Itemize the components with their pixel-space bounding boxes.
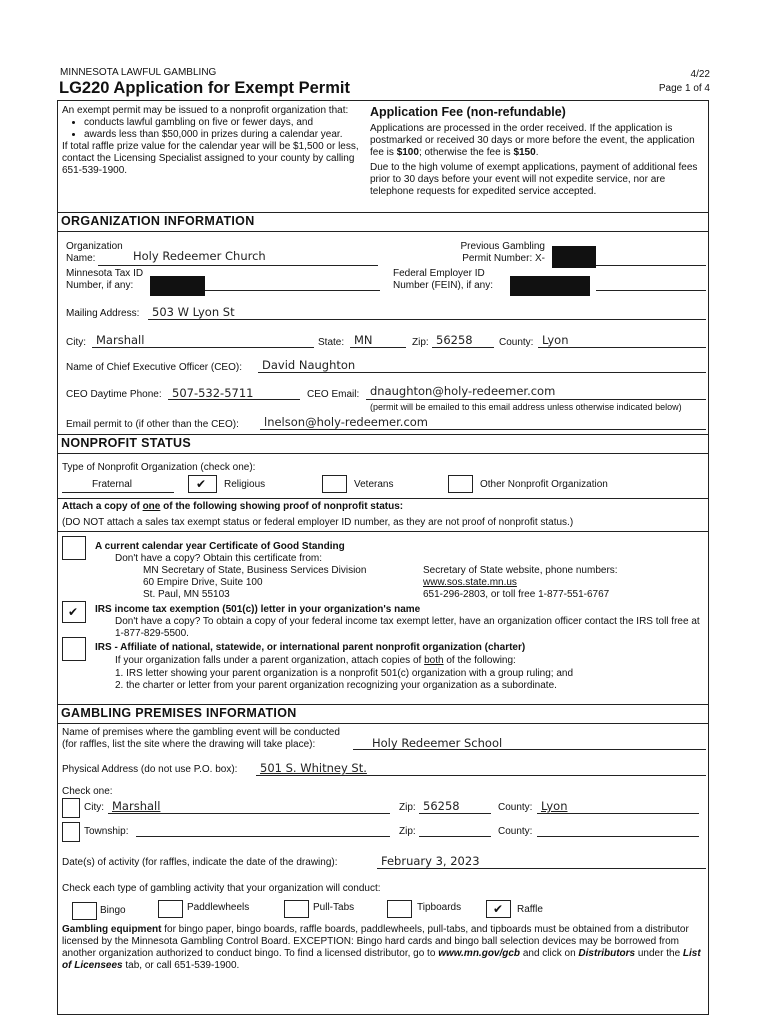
premises-city-line — [108, 813, 390, 814]
org-name-value[interactable]: Holy Redeemer Church — [133, 249, 266, 263]
parent-title: IRS - Affiliate of national, statewide, or international parent nonprofit organization (charter) — [95, 642, 526, 653]
ceo-phone-line — [168, 399, 300, 400]
check-one-label: Check one: — [62, 786, 113, 797]
section-premises — [58, 704, 708, 724]
alt-email-value[interactable]: lnelson@holy-redeemer.com — [264, 415, 429, 429]
intro-bullet: • awards less than $50,000 in prizes during a calendar year. — [84, 129, 362, 141]
irs-text: Don't have a copy? To obtain a copy of your federal income tax exempt letter, have an organization officer contact the IRS toll free at 1-877-829-5500. — [115, 616, 700, 639]
cert-title: A current calendar year Certificate of Good Standing — [95, 541, 345, 552]
mail-line — [148, 319, 706, 320]
option-fraternal-label: Fraternal — [92, 479, 133, 490]
attach-note: (DO NOT attach a sales tax exempt status or federal employer ID number, as they are not proof of nonprofit status.) — [62, 517, 574, 528]
premises-county-value[interactable]: Lyon — [541, 799, 568, 813]
premises-zip-label: Zip: — [399, 802, 416, 813]
intro-block — [62, 105, 362, 177]
zip-label: Zip: — [412, 337, 429, 348]
intro-bullet: • conducts lawful gambling on five or fewer days, and — [84, 117, 362, 129]
checkmark-icon: ✔ — [493, 902, 504, 916]
parent-intro: If your organization falls under a parent organization, attach copies of both of the following: — [115, 655, 516, 666]
org-name-label: Organization Name: — [66, 241, 123, 264]
fee-heading: Application Fee (non-refundable) — [370, 105, 566, 119]
divider — [58, 498, 708, 499]
veterans-checkbox[interactable] — [322, 475, 347, 493]
equipment-notice: Gambling equipment for bingo paper, bingo boards, raffle boards, paddlewheels, pull-tabs, and tipboards must be obtained from a distributor licensed by the Minnesota Gambling Control Board. EXCEPTION: Bingo hard cards and bingo ball selection devices may be borrowed from another organization authorized to conduct bingo. To find a licensed distributor, go to www.mn.gov/gcb and click on Distributors under the List of Licensees tab, or call 651-539-1900. — [62, 924, 701, 971]
paddlewheels-label: Paddlewheels — [187, 902, 250, 913]
township-label: Township: — [84, 826, 129, 837]
city-line — [92, 347, 314, 348]
premises-city-label: City: — [84, 802, 104, 813]
fein-label: Federal Employer ID Number (FEIN), if any: — [393, 268, 494, 291]
org-name-line — [98, 265, 378, 266]
parent-item-1: 1. IRS letter showing your parent organization is a nonprofit 501(c) organization with a group ruling; and — [115, 668, 574, 679]
parent-checkbox[interactable] — [62, 637, 86, 661]
option-veterans-label: Veterans — [354, 479, 394, 490]
other-nonprofit-checkbox[interactable] — [448, 475, 473, 493]
ceo-phone-value[interactable]: 507-532-5711 — [172, 386, 254, 400]
township-checkbox[interactable] — [62, 822, 80, 842]
alt-email-label: Email permit to (if other than the CEO): — [66, 419, 239, 430]
zip-line — [432, 347, 494, 348]
premises-name-value[interactable]: Holy Redeemer School — [372, 736, 503, 750]
activity-date-value[interactable]: February 3, 2023 — [381, 854, 480, 868]
activity-date-line — [377, 868, 706, 869]
state-label: State: — [318, 337, 345, 348]
city-checkbox[interactable] — [62, 798, 80, 818]
county-line — [538, 347, 706, 348]
ceo-email-value[interactable]: dnaughton@holy-redeemer.com — [370, 384, 556, 398]
state-line — [350, 347, 406, 348]
email-note: (permit will be emailed to this email address unless otherwise indicated below) — [370, 402, 682, 412]
mn-tax-label: Minnesota Tax ID Number, if any: — [66, 268, 144, 291]
ceo-label: Name of Chief Executive Officer (CEO): — [66, 362, 242, 373]
mn-tax-line — [205, 290, 380, 291]
alt-email-line — [260, 429, 706, 430]
tipboards-label: Tipboards — [417, 902, 462, 913]
premises-county-label: County: — [498, 802, 533, 813]
physical-address-label: Physical Address (do not use P.O. box): — [62, 764, 238, 775]
county-value[interactable]: Lyon — [542, 333, 569, 347]
section-title: GAMBLING PREMISES INFORMATION — [61, 706, 297, 720]
prev-permit-label: Previous Gambling Permit Number: X- — [460, 241, 545, 264]
pull-tabs-label: Pull-Tabs — [313, 902, 355, 913]
township-zip-line — [419, 836, 491, 837]
mail-label: Mailing Address: — [66, 308, 140, 319]
certificate-checkbox[interactable] — [62, 536, 86, 560]
cert-address: MN Secretary of State, Business Services Division 60 Empire Drive, Suite 100 St. Paul, MN 55103 — [143, 565, 367, 600]
form-date: 4/22 — [690, 69, 710, 80]
ceo-email-line — [366, 399, 706, 400]
county-label: County: — [499, 337, 534, 348]
nonprofit-type-label: Type of Nonprofit Organization (check one): — [62, 462, 256, 473]
township-line — [136, 836, 390, 837]
intro-lead: An exempt permit may be issued to a nonprofit organization that: — [62, 105, 349, 116]
township-zip-label: Zip: — [399, 826, 416, 837]
mail-value[interactable]: 503 W Lyon St — [152, 305, 235, 319]
premises-zip-line — [419, 813, 491, 814]
intro-bullets — [62, 117, 362, 141]
section-title: ORGANIZATION INFORMATION — [61, 214, 255, 228]
option-religious-label: Religious — [224, 479, 266, 490]
ceo-email-label: CEO Email: — [307, 389, 360, 400]
sos-link[interactable]: www.sos.state.mn.us — [423, 577, 517, 588]
city-value[interactable]: Marshall — [96, 333, 145, 347]
tipboards-checkbox[interactable] — [387, 900, 412, 918]
premises-county-line — [537, 813, 699, 814]
pull-tabs-checkbox[interactable] — [284, 900, 309, 918]
physical-address-line — [256, 775, 706, 776]
attach-heading: Attach a copy of one of the following showing proof of nonprofit status: — [62, 501, 404, 512]
section-organization — [58, 212, 708, 232]
zip-value[interactable]: 56258 — [436, 333, 473, 347]
gcb-link[interactable]: www.mn.gov/gcb — [438, 948, 521, 959]
activity-date-label: Date(s) of activity (for raffles, indicate the date of the drawing): — [62, 857, 338, 868]
fee-paragraph-1: Applications are processed in the order received. If the application is postmarked or received 30 days or more before the event, the application fee is $100; otherwise the fee is $150. — [370, 123, 695, 158]
prev-permit-line — [596, 265, 706, 266]
township-county-line — [537, 836, 699, 837]
redacted-block — [552, 246, 596, 268]
option-line — [62, 492, 174, 493]
activity-types-label: Check each type of gambling activity that your organization will conduct: — [62, 883, 381, 894]
checkmark-icon: ✔ — [196, 477, 207, 491]
ceo-value[interactable]: David Naughton — [262, 358, 356, 372]
city-label: City: — [66, 337, 86, 348]
fee-paragraph-2: Due to the high volume of exempt applications, payment of additional fees prior to 30 days before your event will not expedite service, nor are telephone requests for expedited service accepted. — [370, 162, 698, 197]
ceo-line — [258, 372, 706, 373]
ceo-phone-label: CEO Daytime Phone: — [66, 389, 162, 400]
township-county-label: County: — [498, 826, 533, 837]
premises-name-label: Name of premises where the gambling event will be conducted (for raffles, list the site where the drawing will take place): — [62, 727, 340, 750]
intro-note: If total raffle prize value for the calendar year will be $1,500 or less, contact the Licensing Specialist assigned to your county by calling 651-539-1900. — [62, 141, 359, 176]
divider — [58, 531, 708, 532]
section-title: NONPROFIT STATUS — [61, 436, 192, 450]
premises-name-line — [353, 749, 706, 750]
fee-block — [370, 105, 706, 198]
paddlewheels-checkbox[interactable] — [158, 900, 183, 918]
premises-city-value[interactable]: Marshall — [112, 799, 161, 813]
sos-block: Secretary of State website, phone numbers: www.sos.state.mn.us 651-296-2803, or toll free 1-877-551-6767 — [423, 565, 618, 600]
redacted-block — [150, 276, 205, 296]
section-nonprofit — [58, 434, 708, 454]
raffle-label: Raffle — [517, 904, 543, 915]
state-value[interactable]: MN — [354, 333, 373, 347]
page-number: Page 1 of 4 — [658, 83, 710, 94]
agency-name: MINNESOTA LAWFUL GAMBLING — [60, 67, 217, 78]
bingo-checkbox[interactable] — [72, 902, 97, 920]
premises-zip-value[interactable]: 56258 — [423, 799, 460, 813]
physical-address-value[interactable]: 501 S. Whitney St. — [260, 761, 367, 775]
fein-line — [596, 290, 706, 291]
irs-title: IRS income tax exemption (501(c)) letter in your organization's name — [95, 604, 421, 615]
cert-question: Don't have a copy? Obtain this certificate from: — [115, 553, 323, 564]
parent-item-2: 2. the charter or letter from your parent organization recognizing your organization as a subordinate. — [115, 680, 557, 691]
form-title: LG220 Application for Exempt Permit — [59, 79, 350, 97]
checkmark-icon: ✔ — [68, 605, 79, 619]
bingo-label: Bingo — [100, 905, 126, 916]
redacted-block — [510, 276, 590, 296]
option-other-label: Other Nonprofit Organization — [480, 479, 608, 490]
